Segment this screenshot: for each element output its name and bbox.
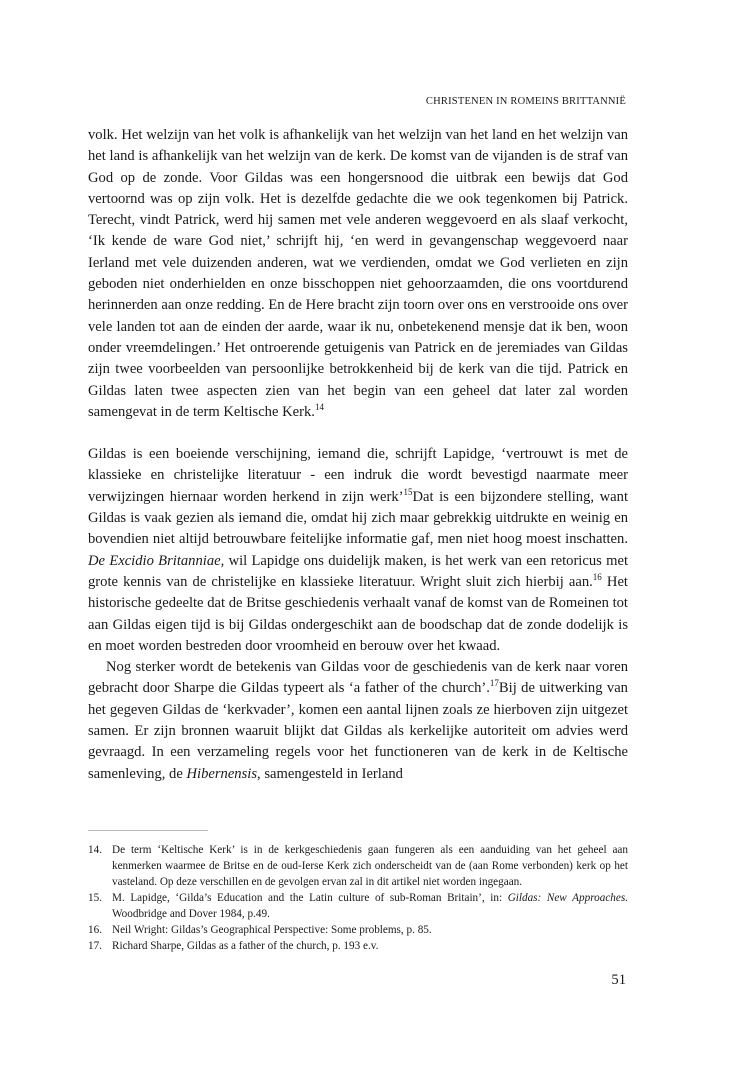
title-hibernensis: Hibernensis (186, 765, 258, 782)
footnote-ref-15: 15 (403, 486, 413, 497)
paragraph-1: volk. Het welzijn van het volk is afhankelijk van het welzijn van het land en het welzijn van het land is afhankelijk van het welzijn van de kerk. De komst van de vijanden is de straf van God op de zonde. Voor Gildas was een hongersnood die uitbrak een bewijs dat God vertoornd was op zijn volk. Het is dezelfde gedachte die we ook tegenkomen bij Patrick. Terecht, vindt Patrick, werd hij samen met vele anderen weggevoerd en als slaaf verkocht, ‘Ik kende de ware God niet,’ schrijft hij, ‘en werd in gevangenschap weggevoerd naar Ierland met vele duizenden anderen, wat we verdienden, omdat we God verlieten en zijn geboden niet onderhielden en onze bisschoppen niet gehoorzaamden, die ons voortdurend herinnerden aan onze redding. En de Here bracht zijn toorn over ons en verstrooide ons over vele landen tot aan de einden der aarde, waar ik nu, onbetekenend mensje dat ik ben, woon onder vreemdelingen.’ Het ontroerende getuigenis van Patrick en de jeremiades van Gildas zijn twee voorbeelden van persoonlijke betrokkenheid bij de kerk van die tijd. Patrick en Gildas laten twee aspecten zien van het begin van een geheel dat later zal worden samengevat in de term Keltische Kerk.$^{14}$ (88, 127, 628, 420)
page-number: 51 (611, 972, 626, 988)
footnote-17: 17. Richard Sharpe, Gildas as a father of the church, p. 193 e.v. (88, 940, 379, 952)
footnote-ref-14: 14 (314, 402, 324, 412)
footnote-divider (88, 830, 208, 831)
main-text (88, 125, 628, 785)
title-de-excidio: De Excidio Britanniae, (88, 552, 225, 569)
paragraph-3: Nog sterker wordt de betekenis van Gildas voor de geschiedenis van de kerk naar voren gebracht door Sharpe die Gildas typeert als ‘a father of the church’.$^{17}$Bij de uitwerking van het gegeven Gildas de ‘kerkvader’, komen een aantal lijnen zoals ze hierboven zijn uitgezet samen. Er zijn bronnen waaruit blijkt dat Gildas als kerkelijke autoriteit om advies werd gevraagd. In een verzameling regels voor het functioneren van de kerk in de Keltische samenleving, de Hibernensis, samengesteld in Ierland (88, 659, 628, 782)
footnote-15: 15. M. Lapidge, ‘Gilda’s Education and the Latin culture of sub-Roman Britain’, in: Gildas: New Approaches. Woodbridge and Dover 1984, p.49. (88, 892, 628, 920)
footnote-14: 14. De term ‘Keltische Kerk’ is in de kerkgeschiedenis gaan fungeren als een aanduiding van het geheel aan kenmerken waarmee de Britse en de oud-Ierse Kerk zich onderscheidt van de (aan Rome verbonden) kerk op het vasteland. Op deze verschillen en de gevolgen ervan zal in dit artikel niet worden ingegaan. (88, 844, 628, 888)
running-header: CHRISTENEN IN ROMEINS BRITTANNIË (425, 96, 626, 107)
footnotes (88, 842, 628, 954)
footnote-ref-17: 17 (489, 678, 499, 689)
paragraph-2: Gildas is een boeiende verschijning, iemand die, schrijft Lapidge, ‘vertrouwt is met de klassieke en christelijke literatuur - een indruk die wordt bevestigd naarmate meer verwijzingen hiernaar worden herkend in zijn werk’$^{15}$Dat is een bijzondere stelling, want Gildas is vaak gezien als iemand die, omdat hij zich maar gebrekkig uitdrukte en weinig en bovendien niet altijd betrouwbare feitelijke informatie gaf, men niet hoog moest inschatten. De Excidio Britanniae, wil Lapidge ons duidelijk maken, is het werk van een retoricus met grote kennis van de christelijke en klassieke literatuur. Wright sluit zich hierbij aan.$^{16}$ Het historische gedeelte dat de Britse geschiedenis verhaalt vanaf de komst van de Romeinen tot aan Gildas eigen tijd is bij Gildas ondergeschikt aan de boodschap dat de zonde dodelijk is en moet worden bestreden door vroomheid en berouw over het kwaad. (88, 446, 628, 654)
footnote-ref-16: 16 (592, 572, 602, 583)
footnote-16: 16. Neil Wright: Gildas’s Geographical Perspective: Some problems, p. 85. (88, 924, 432, 936)
